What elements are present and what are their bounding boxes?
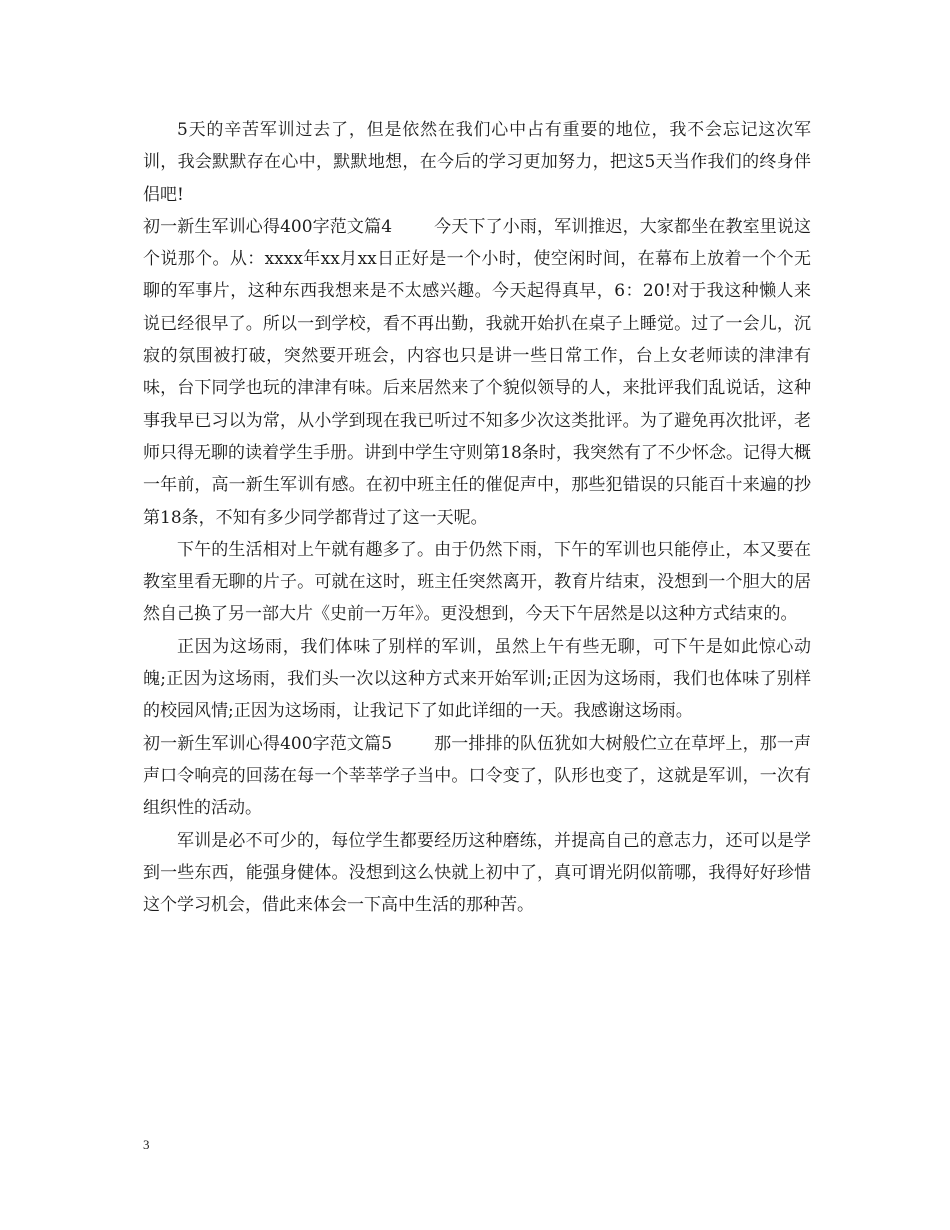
paragraph-1-text: 5天的辛苦军训过去了，但是依然在我们心中占有重要的地位，我不会忘记这次军训，我会默默存在心中，默默地想，在今后的学习更加努力，把这5天当作我们的终身伴侣吧! bbox=[143, 120, 811, 205]
page-number: 3 bbox=[143, 1137, 150, 1152]
section-heading-5: 初一新生军训心得400字范文篇5 bbox=[143, 733, 393, 754]
paragraph-4 bbox=[143, 631, 811, 728]
paragraph-1 bbox=[143, 114, 811, 211]
document-body bbox=[143, 114, 811, 921]
paragraph-2 bbox=[143, 211, 811, 534]
paragraph-5-text: 那一排排的队伍犹如大树般伫立在草坪上，那一声声口令响亮的回荡在每一个莘莘学子当中。口令变了，队形也变了，这就是军训，一次有组织性的活动。 bbox=[143, 733, 812, 819]
paragraph-4-text: 正因为这场雨，我们体味了别样的军训，虽然上午有些无聊，可下午是如此惊心动魄;正因为这场雨，我们头一次以这种方式来开始军训;正因为这场雨，我们也体味了别样的校园风情;正因为这场雨，让我记下了如此详细的一天。我感谢这场雨。 bbox=[143, 636, 811, 722]
paragraph-3 bbox=[143, 534, 811, 631]
section-heading-4: 初一新生军训心得400字范文篇4 bbox=[143, 216, 393, 237]
paragraph-5 bbox=[143, 728, 811, 825]
paragraph-3-text: 下午的生活相对上午就有趣多了。由于仍然下雨，下午的军训也只能停止，本又要在教室里看无聊的片子。可就在这时，班主任突然离开，教育片结束，没想到一个胆大的居然自己换了另一部大片《史前一万年》。更没想到，今天下午居然是以这种方式结束的。 bbox=[143, 539, 811, 625]
paragraph-2-text: 今天下了小雨，军训推迟，大家都坐在教室里说这个说那个。从：xxxx年xx月xx日正好是一个小时，使空闲时间，在幕布上放着一个个无聊的军事片，这种东西我想来是不太感兴趣。今天起得真早，6：20!对于我这种懒人来说已经很早了。所以一到学校，看不再出勤，我就开始扒在桌子上睡觉。过了一会儿，沉寂的氛围被打破，突然要开班会，内容也只是讲一些日常工作，台上女老师读的津津有味，台下同学也玩的津津有味。后来居然来了个貌似领导的人，来批评我们乱说话，这种事我早已习以为常，从小学到现在我已听过不知多少次这类批评。为了避免再次批评，老师只得无聊的读着学生手册。讲到中学生守则第18条时，我突然有了不少怀念。记得大概一年前，高一新生军训有感。在初中班主任的催促声中，那些犯错误的只能百十来遍的抄第18条，不知有多少同学都背过了这一天呢。 bbox=[143, 216, 812, 528]
paragraph-6-text: 军训是必不可少的，每位学生都要经历这种磨练，并提高自己的意志力，还可以是学到一些东西，能强身健体。没想到这么快就上初中了，真可谓光阴似箭哪，我得好好珍惜这个学习机会，借此来体会一下高中生活的那种苦。 bbox=[143, 830, 811, 916]
paragraph-6 bbox=[143, 825, 811, 922]
